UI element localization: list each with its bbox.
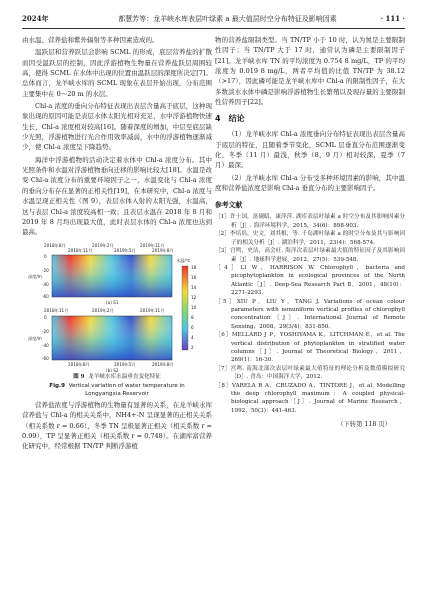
header-page-number: · 111 · (380, 14, 405, 23)
depth-tick: -60 (42, 355, 49, 361)
legend-tick: 8 (191, 314, 194, 320)
date-label: 2018年8月 (44, 242, 66, 248)
figure-caption-text-cn: 龙羊峡水库水温垂直变化特征 (88, 373, 161, 380)
color-legend-bar (182, 266, 188, 350)
date-label: 2019年8月 (152, 247, 174, 253)
header-year: 2024年 (22, 14, 49, 23)
left-column (22, 35, 212, 589)
figure-caption-text-en: Vertical variation of water temperature in (68, 383, 185, 390)
reference-item: ［6］MELLARD J P，YOSHIYAMA K，LITCHMAN E，et al. The vertical distribution of phytoplankton in stratified water columns［J］. Journal of Theoretical Biology，2011，269(1)：16-30. (215, 332, 405, 364)
date-label: 2019年11月 (140, 242, 165, 248)
depth-axis-label: 深度/m (28, 335, 42, 341)
legend-tick: 16 (191, 274, 197, 280)
panel-a-label: (a) S1 (106, 299, 119, 305)
figure-caption-cn (22, 374, 212, 382)
depth-tick: -60 (42, 293, 49, 299)
paragraph: Chl-a 浓度的垂向分布特征表现出表层含量高于底层，这种现象出现的原因可能是表层水体太阳光相对充足，水中浮游植物快速生长，Chl-a 浓度相对较高[16]。随着深度的增加，中层至底层缺少光照，浮游植物进行光合作用效率减弱，水中的浮游植物逐渐减少，使 Chl-a 浓度呈下降趋势。 (22, 102, 212, 152)
figure-caption-text-en-2: Longyangxia Reservoir (85, 390, 149, 397)
panel-b-depth-shade (52, 316, 172, 360)
temperature-map-svg (22, 242, 212, 372)
page-header (22, 14, 405, 26)
date-label: 2018年11月 (68, 247, 93, 253)
conclusion-item: （1）龙羊峡水库 Chl-a 浓度垂向分布特征表现出表层含量高于底层的特征，且随着季节变化，SCML 层垂直分布范围逐渐变化，冬季（11 月）最浅，秋季（8，9 月）相对较深，夏季（7 月）最深。 (215, 130, 405, 170)
date-label: 2019年2月 (92, 242, 114, 248)
legend-tick: 10 (191, 304, 197, 310)
figure-caption-en (22, 383, 212, 398)
paragraph: 海洋中浮游植物的活动决定着水体中 Chl-a 浓度分布。其中光照条件和水温对浮游植物垂向迁移的影响比较大[18]。水温是改变 Chl-a 浓度分布的重要环境因子之一，水温变化与 Chl-a 浓度的垂向分布存在显著的正相关性[19]，在本研究中，Chl-a 浓度与水温呈现正相关性（图 9），表层水体入射的太阳光强，水温高，这与表层 Chl-a 浓度较高相一致；且表层水温在 2018 年 8 月和 2019 年 8 月均出现最大值，此时表层水体的 Chl-a 浓度也达到最高。 (22, 155, 212, 237)
paragraph: 由水温、营养盐和紫外辐射等多种因素造成的。 (22, 36, 159, 44)
reference-item: ［3］宫鸣，史洁，高会旺. 海洋次表层叶绿素最大值的特征因子及其影响因素［J］. 地球科学进展，2012，27(5)：539-548. (215, 248, 405, 263)
legend-title: 水温/℃ (176, 257, 191, 263)
depth-tick: -40 (42, 281, 49, 287)
panel-a-depth-shade (52, 255, 172, 297)
legend-tick: 18 (191, 264, 197, 270)
paragraph: 温跃层和营养跃层会影响 SCML 的形成，底层营养盐的扩散而因受温跃层的控制，因此浮游植物生物量在营养盐跃层周围较高，使得 SCML 在水体中出现的位置由温跃层的深度所决定[7]。总体而言，龙羊峡水库的 SCML 现象在表层开始出现，分布范围主要集中在 0～20 m 的水层。 (22, 48, 212, 98)
figure-label-en: Fig.9 (49, 383, 66, 390)
depth-axis-label: 深度/m (28, 273, 42, 279)
legend-tick: 2 (191, 344, 194, 350)
date-label: 2018年8月 (68, 361, 90, 367)
paragraph: 物的营养盐限制类型。当 TN/TP 小于 10 时，认为氮是主要限制性因子；当 TN/TP 大于 17 时，通常认为磷是主要限制因子[21]。龙羊峡水库 TN 的平均浓度为 0.754 8 mg/L，TP 的平均浓度为 0.019 8 mg/L，两者平均值的比值 TN/TP 为 38.12（>17），因此磷可能是龙羊峡水库中 Chl-a 的限制性因子，在大多数淡水水体中磷是影响浮游植物生长繁殖以及现存量的主要限制性营养因子[22]。 (215, 36, 405, 107)
depth-tick: -20 (42, 328, 49, 334)
conclusion-item: （2）龙羊峡水库 Chl-a 分布受多种环境因素的影响，其中温度和营养盐浓度是影响 Chl-a 垂直分布的主要影响因子。 (215, 173, 405, 193)
date-label: 2019年5月 (114, 361, 136, 367)
date-label: 2019年2月 (92, 307, 114, 313)
reference-item: ［8］VARELA R A，CRUZADO A，TINTORE J，et al. Modelling the deep chlorophyll maximum：A coupled physical-biological approach［J］. Journal of Marine Research，1992，50(3)：441-463. (215, 382, 405, 414)
legend-tick: 4 (191, 334, 194, 340)
date-label: 2019年5月 (114, 247, 136, 253)
depth-tick: -40 (42, 342, 49, 348)
temperature-maps (22, 242, 212, 372)
right-column (215, 35, 405, 589)
reference-item: ［4］LI W，HARRISON W. Chlorophyll，bacteria and picophytoplankton in ecological provinces of the North Atlantic［J］. Deep-Sea Research Part Ⅱ，2001，48(10)：2271-2293. (215, 264, 405, 297)
depth-tick: 0 (44, 314, 47, 320)
panel-b-label: (b) S2 (106, 367, 119, 372)
reference-item: ［1］许士国，富砚昭，康萍萍. 湖库表层叶绿素 a 时空分布及其影响因素分析［J］. 海洋环境科学，2015，34(6)：898-903. (215, 214, 405, 229)
reference-item: ［5］XIU P，LIU Y，TANG J. Variations of ocean colour parameters with nonuniform vertical profiles of chlorophyll concentration［J］. International Journal of Remote Sensing，2008，29(3/4)：831-850. (215, 298, 405, 330)
date-label: 2019年8月 (152, 361, 174, 367)
date-label: 2019年11月 (140, 307, 165, 313)
date-label: 2018年11月 (44, 307, 69, 313)
header-rule (22, 28, 405, 29)
depth-tick: 0 (44, 253, 47, 259)
header-title: 都慧芳等：龙羊峡水库表层叶绿素 a 最大值层时空分布特征及影响因素 (118, 15, 337, 23)
paragraph: 营养盐浓度与浮游植物的生物量有显著的关系，在龙羊峡水库营养盐与 Chl-a 的相关关系中，NH4+-N 呈现显著的正相关关系（相关系数 r = 0.66），冬季 TN 呈极显著正相关（相关系数 r = 0.99），TP 呈显著正相关（相关系数 r = 0.748）。在湖库富营养化研究中，经常根据 TN/TP 判断浮游植 (22, 401, 212, 451)
figure-9 (22, 242, 212, 399)
reference-item: ［7］宫鸣. 南海北部次表层叶绿素最大值特征的理论分析及数值模拟研究［D］. 青岛：中国海洋大学，2012. (215, 365, 405, 381)
reference-list (215, 213, 405, 415)
section-heading: 4 结论 (215, 114, 245, 124)
legend-tick: 14 (191, 284, 197, 290)
legend-tick: 6 (191, 324, 194, 330)
references-heading: 参考文献 (215, 201, 243, 210)
depth-tick: -20 (42, 267, 49, 273)
legend-tick: 12 (191, 294, 197, 300)
continued-note: （下转第 118 页） (337, 421, 391, 429)
figure-label-cn: 图 9 (73, 373, 85, 380)
reference-item: ［2］李培培，史文，刘其根，等. 千岛湖叶绿素 a 的时空分布及其与影响因子的相关分析［J］. 湖泊科学，2011，23(4)：568-574. (215, 231, 405, 246)
